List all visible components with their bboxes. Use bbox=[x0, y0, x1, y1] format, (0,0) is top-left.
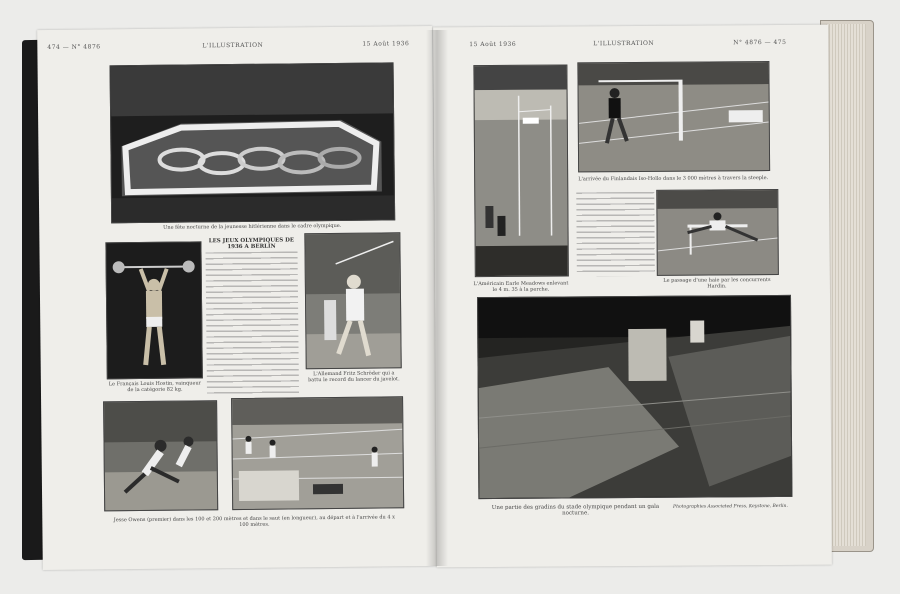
hurdles-photo bbox=[656, 189, 779, 276]
article-title: LES JEUX OLYMPIQUES DE 1936 A BERLIN bbox=[208, 237, 295, 251]
steeplechase-photo bbox=[577, 61, 770, 172]
right-magazine-title: L'ILLUSTRATION bbox=[593, 39, 655, 48]
right-page-number: N° 4876 — 475 bbox=[733, 38, 787, 47]
rings-caption: Une fête nocturne de la jeunesse hitlérienne dans le cadre olympique. bbox=[163, 222, 342, 231]
left-page-date: 15 Août 1936 bbox=[362, 40, 410, 48]
right-page bbox=[433, 25, 832, 568]
javelin-thrower-photo bbox=[304, 232, 401, 369]
article-column bbox=[205, 237, 299, 398]
stadium-gala-photo bbox=[477, 295, 792, 499]
left-page bbox=[37, 26, 438, 570]
stadium-caption: Une partie des gradins du stade olympique pendant un gala nocturne. bbox=[491, 503, 660, 517]
steeplechase-caption: L'arrivée du Finlandais Iso-Hollo dans le 3 000 mètres à travers la steeple. bbox=[578, 175, 769, 183]
olympic-rings-photo bbox=[110, 62, 396, 223]
left-page-number: 474 — N° 4876 bbox=[47, 43, 101, 51]
sprint-caption: Jesse Owens (premier) dans les 100 et 200 mètres et dans le saut (en longueur), au départ et à l'arrivée du 4 x 100 mètres. bbox=[113, 514, 395, 528]
photo-credit: Photographies Associated Press, Keystone, Berlin. bbox=[673, 503, 788, 510]
javelin-caption: L'Allemand Fritz Schröder qui a battu le record du lancer du javelot. bbox=[308, 370, 400, 384]
book-gutter bbox=[426, 30, 448, 566]
pole-vault-photo bbox=[473, 64, 568, 277]
relay-finish-photo bbox=[231, 396, 404, 510]
right-page-date: 15 Août 1936 bbox=[469, 40, 517, 49]
pole-vault-caption: L'Américain Earle Meadows enlevant le 4 m. 35 à la perche. bbox=[473, 280, 569, 293]
sprint-start-photo bbox=[103, 400, 218, 511]
page-edges bbox=[826, 24, 866, 546]
article-body-lines bbox=[206, 252, 300, 398]
weightlifter-caption: Le Français Louis Hostin, vainqueur de la catégorie 82 kg. bbox=[108, 380, 202, 394]
hurdles-caption: Le passage d'une haie par les concurrents Hardin. bbox=[663, 277, 771, 290]
left-magazine-title: L'ILLUSTRATION bbox=[202, 41, 264, 50]
right-article-body-lines bbox=[576, 192, 655, 277]
weightlifter-photo bbox=[105, 241, 202, 379]
right-article-column bbox=[576, 192, 655, 277]
